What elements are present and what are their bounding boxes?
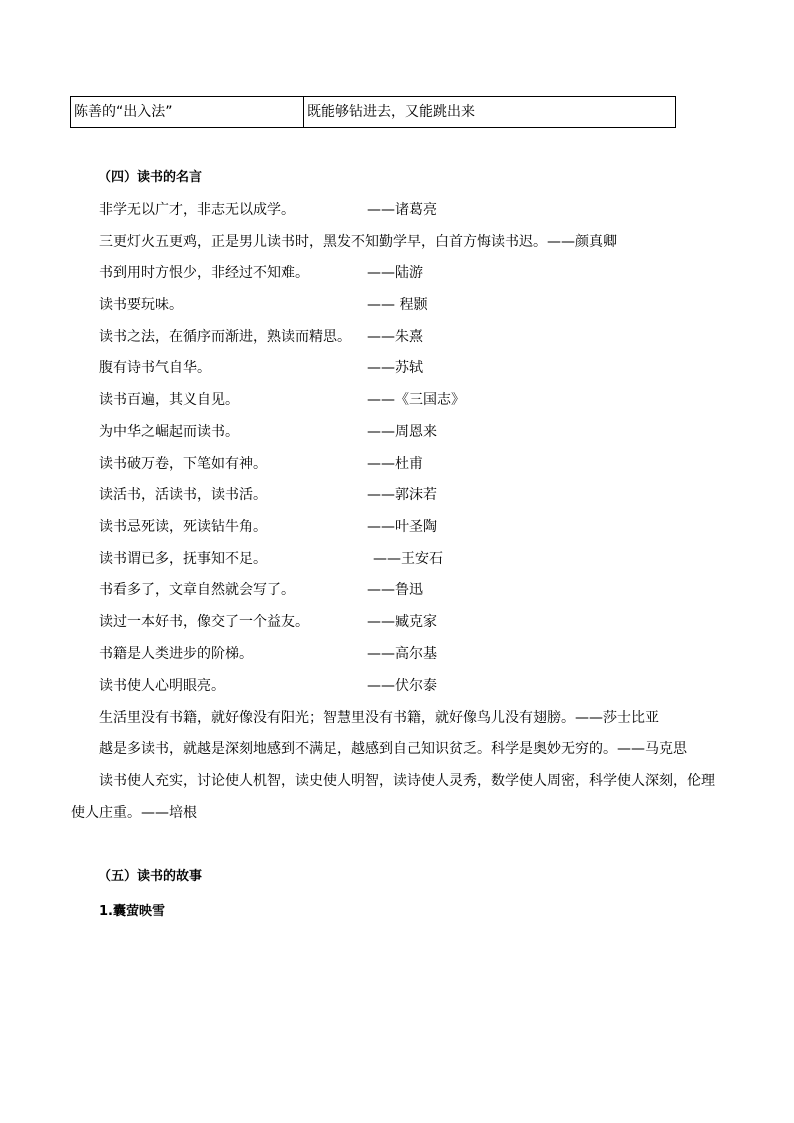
quote-author: ——高尔基 — [367, 646, 437, 662]
quote-author: ——朱熹 — [367, 329, 423, 345]
quote-author: ——鲁迅 — [367, 582, 423, 598]
quote-text: 读过一本好书，像交了一个益友。 — [99, 614, 309, 630]
quote-author: ——郭沫若 — [367, 487, 437, 503]
quote-text: 为中华之崛起而读书。 — [99, 424, 239, 440]
quote-text: 读书百遍，其义自见。 — [99, 392, 239, 408]
quote-text: 越是多读书，就越是深刻地感到不满足，越感到自己知识贫乏。科学是奥妙无穷的。——马克思 — [99, 741, 687, 757]
quote-text: 读书之法，在循序而渐进，熟读而精思。 — [99, 329, 351, 345]
quote-item — [99, 708, 659, 728]
quote-author: ——杜甫 — [367, 456, 423, 472]
quote-text: 三更灯火五更鸡，正是男儿读书时，黑发不知勤学早，白首方悔读书迟。——颜真卿 — [99, 234, 617, 250]
method-description-cell: 既能够钻进去，又能跳出来 — [304, 97, 676, 128]
quote-text: 读书要玩味。 — [99, 297, 183, 313]
quote-text: 读书使人心明眼亮。 — [99, 678, 225, 694]
quote-item — [71, 803, 197, 823]
section-heading-quotes: （四）读书的名言 — [98, 170, 203, 185]
quote-text: 读书谓已多，抚事知不足。 — [99, 551, 267, 567]
quote-item — [99, 771, 715, 791]
quote-text: 腹有诗书气自华。 — [99, 360, 211, 376]
quote-author: ——臧克家 — [367, 614, 437, 630]
quote-text: 书看多了，文章自然就会写了。 — [99, 582, 295, 598]
quote-author: ——《三国志》 — [367, 392, 465, 408]
quote-item — [99, 232, 617, 252]
quote-text: 读书破万卷，下笔如有神。 — [99, 456, 267, 472]
method-name-cell: 陈善的“出入法” — [71, 97, 304, 128]
quote-text: 书籍是人类进步的阶梯。 — [99, 646, 253, 662]
quote-text: 读活书，活读书，读书活。 — [99, 487, 267, 503]
quote-text: 读书忌死读，死读钻牛角。 — [99, 519, 267, 535]
quote-author: ——叶圣陶 — [367, 519, 437, 535]
quote-author: ——陆游 — [367, 265, 423, 281]
quote-text: 生活里没有书籍，就好像没有阳光；智慧里没有书籍，就好像鸟儿没有翅膀。——莎士比亚 — [99, 710, 659, 726]
table-row — [71, 97, 676, 128]
quote-author: —— 程颢 — [367, 297, 428, 313]
quote-text: 读书使人充实，讨论使人机智，读史使人明智，读诗使人灵秀，数学使人周密，科学使人深刻，伦理 — [99, 773, 715, 789]
quote-author: ——诸葛亮 — [367, 202, 437, 218]
quote-text: 非学无以广才，非志无以成学。 — [99, 202, 295, 218]
quote-author: ——苏轼 — [367, 360, 423, 376]
quote-author: ——王安石 — [373, 551, 443, 567]
reading-methods-table — [70, 96, 676, 128]
quote-text: 使人庄重。——培根 — [71, 805, 197, 821]
story-title: 1.囊萤映雪 — [99, 904, 165, 919]
quote-author: ——周恩来 — [367, 424, 437, 440]
section-heading-stories: （五）读书的故事 — [98, 869, 203, 884]
quote-item — [99, 739, 687, 759]
quote-text: 书到用时方恨少，非经过不知难。 — [99, 265, 309, 281]
quote-author: ——伏尔泰 — [367, 678, 437, 694]
